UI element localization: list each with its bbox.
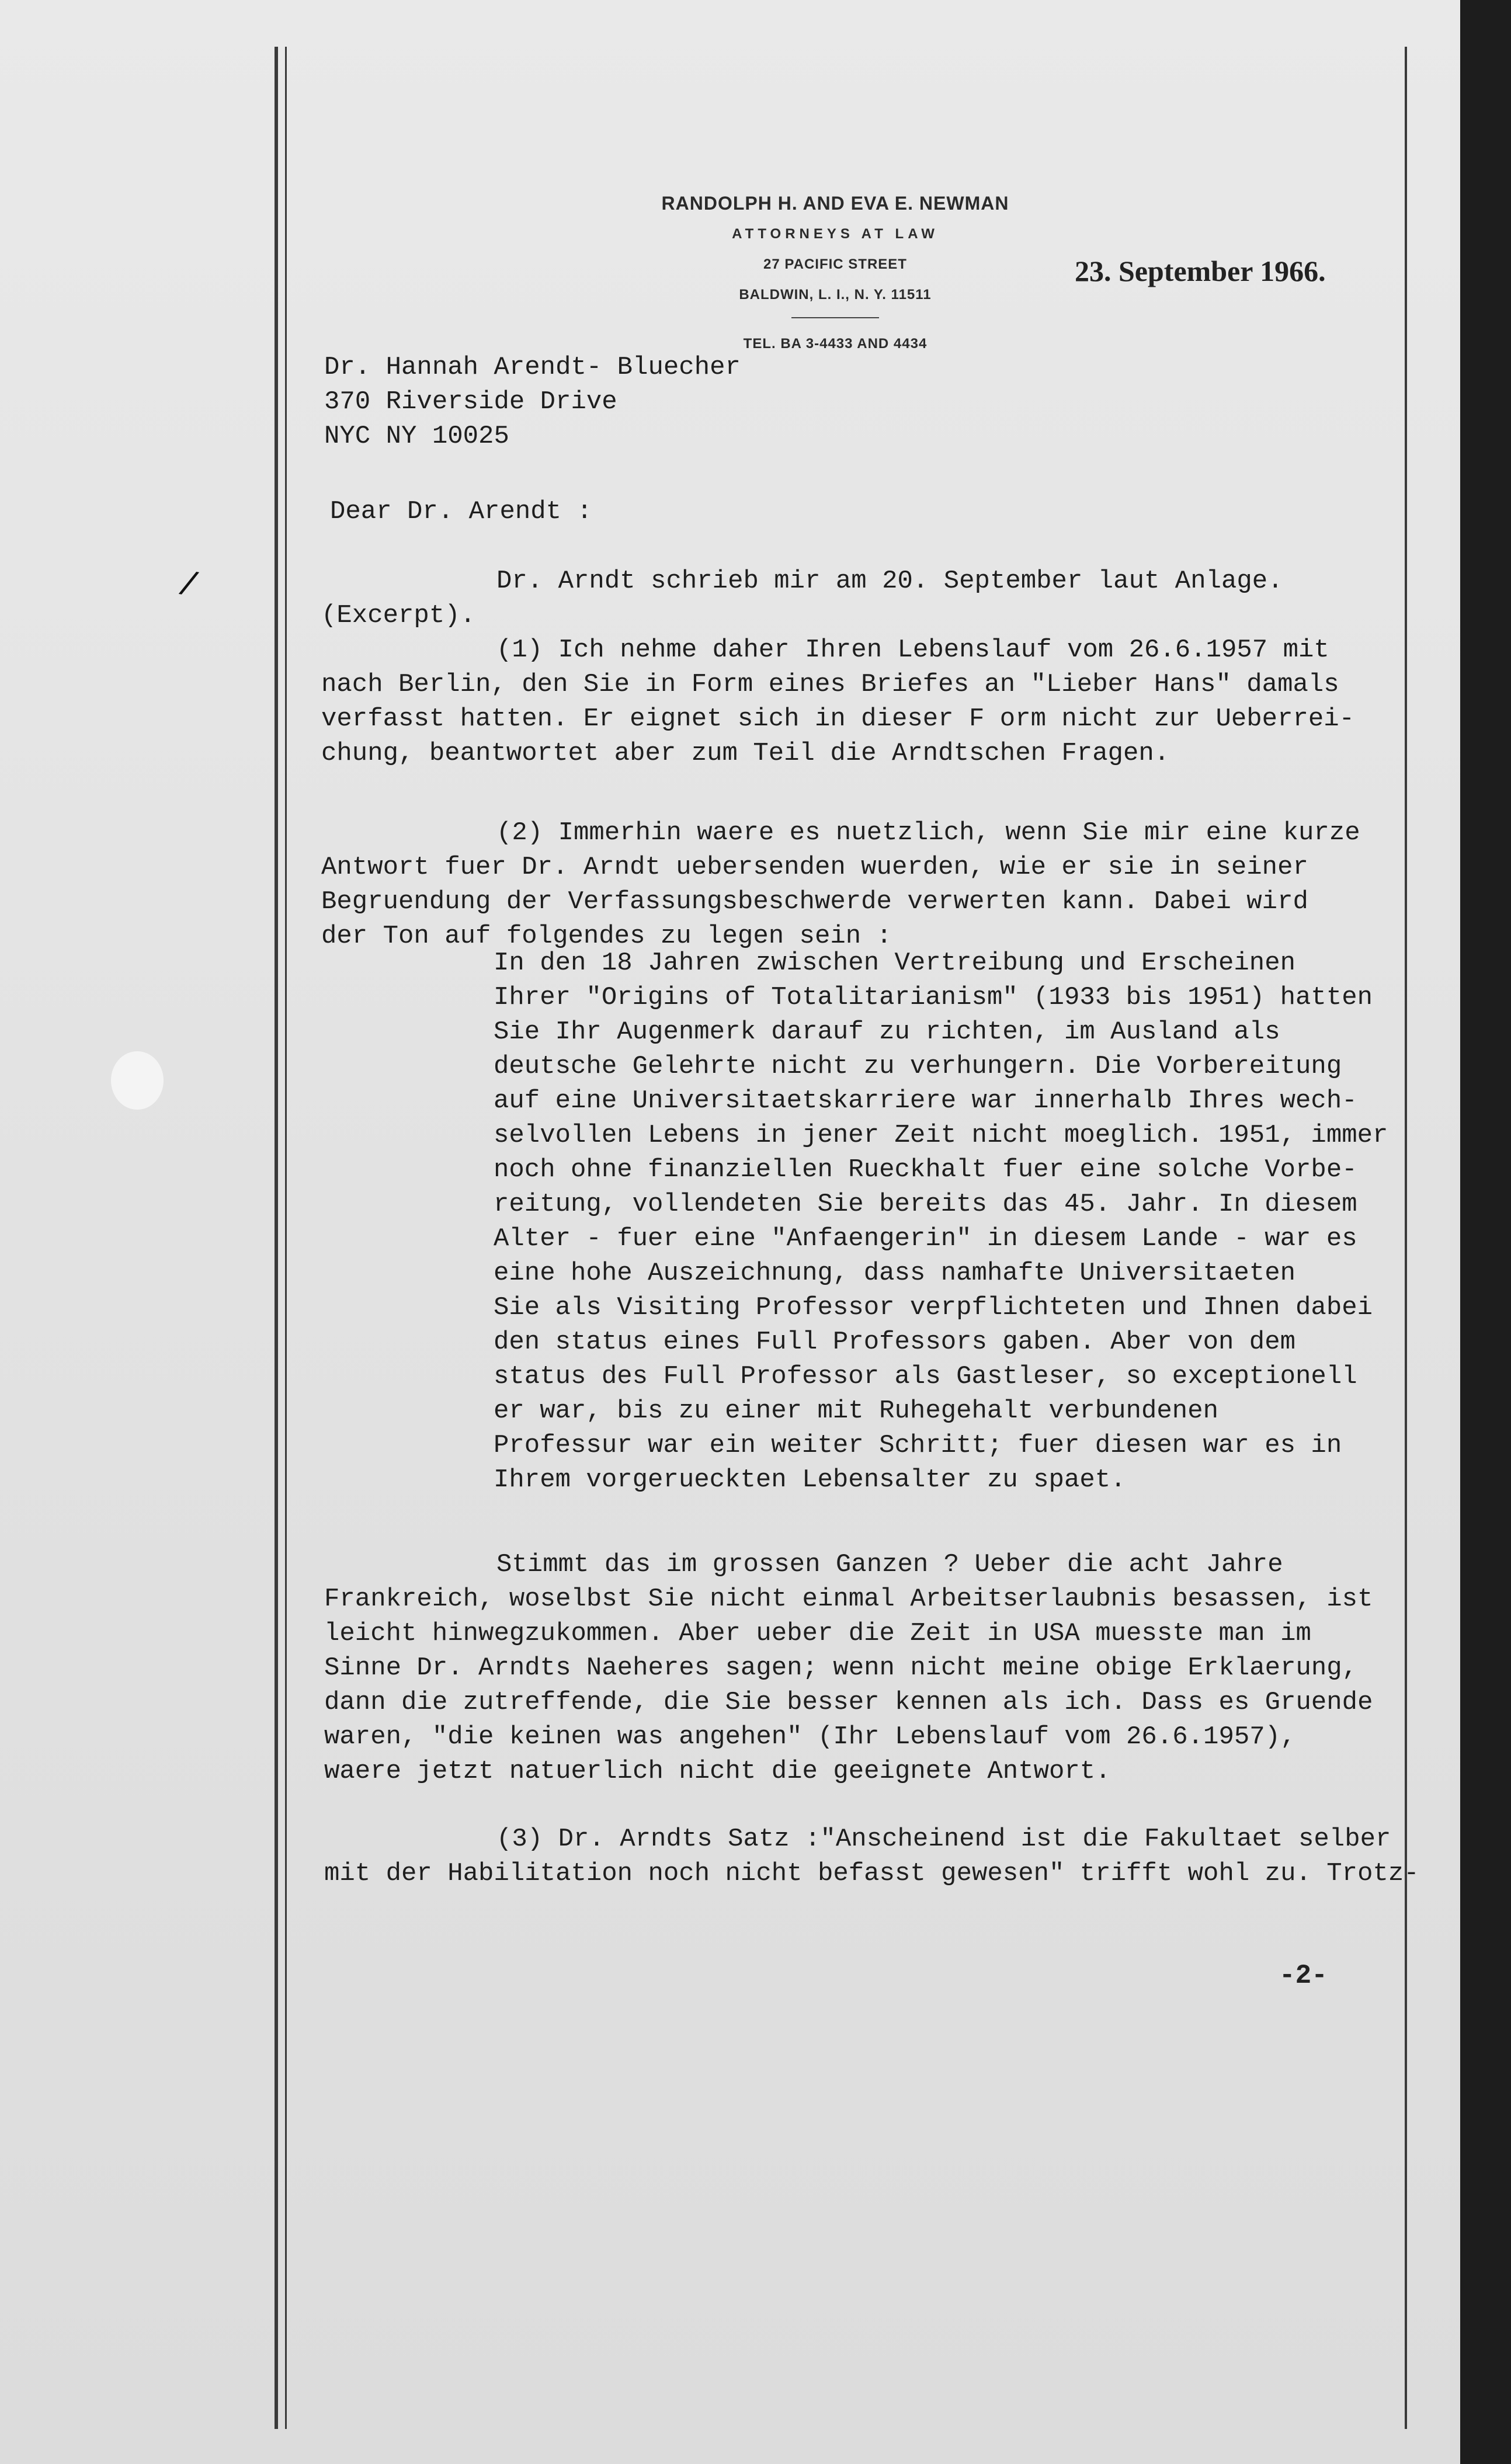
recipient-line: 370 Riverside Drive — [324, 387, 617, 416]
text-line: Sinne Dr. Arndts Naeheres sagen; wenn nicht meine obige Erklaerung, — [324, 1653, 1358, 1683]
letterhead — [602, 193, 1069, 366]
text-line: In den 18 Jahren zwischen Vertreibung und Erscheinen — [494, 948, 1296, 978]
margin-mark: / — [175, 566, 202, 607]
text-line: den status eines Full Professors gaben. Aber von dem — [494, 1327, 1296, 1357]
body-indented-block — [494, 946, 1388, 1497]
text-line: noch ohne finanziellen Rueckhalt fuer eine solche Vorbe- — [494, 1155, 1357, 1184]
text-line: Sie als Visiting Professor verpflichteten und Ihnen dabei — [494, 1293, 1373, 1322]
text-line: deutsche Gelehrte nicht zu verhungern. Die Vorbereitung — [494, 1052, 1342, 1081]
text-line: verfasst hatten. Er eignet sich in dieser F orm nicht zur Ueberrei- — [321, 704, 1355, 734]
letterhead-city: BALDWIN, L. I., N. Y. 11511 — [739, 287, 932, 303]
text-line: (1) Ich nehme daher Ihren Lebenslauf vom 26.6.1957 mit — [496, 635, 1329, 665]
letterhead-tel: TEL. BA 3-4433 AND 4434 — [743, 336, 928, 352]
text-line: auf eine Universitaetskarriere war innerhalb Ihres wech- — [494, 1086, 1357, 1115]
body-followup — [324, 1548, 1373, 1789]
text-line: selvollen Lebens in jener Zeit nicht moeglich. 1951, immer — [494, 1121, 1388, 1150]
text-line: dann die zutreffende, die Sie besser kennen als ich. Dass es Gruende — [324, 1688, 1373, 1717]
punch-hole — [111, 1051, 164, 1110]
text-line: (3) Dr. Arndts Satz :"Anscheinend ist die Fakultaet selber — [496, 1824, 1391, 1854]
margin-rule-right — [1405, 47, 1407, 2429]
text-line: Alter - fuer eine "Anfaengerin" in diesem Lande - war es — [494, 1224, 1357, 1253]
text-line: nach Berlin, den Sie in Form eines Briefes an "Lieber Hans" damals — [321, 670, 1339, 699]
text-line: leicht hinwegzukommen. Aber ueber die Zeit in USA muesste man im — [324, 1619, 1311, 1648]
text-line: er war, bis zu einer mit Ruhegehalt verbundenen — [494, 1396, 1219, 1426]
scan-edge — [1460, 0, 1511, 2464]
recipient-line: NYC NY 10025 — [324, 422, 509, 451]
text-line: Ihrer "Origins of Totalitarianism" (1933 bis 1951) hatten — [494, 983, 1373, 1012]
text-line: Begruendung der Verfassungsbeschwerde verwerten kann. Dabei wird — [321, 887, 1308, 916]
text-line: chung, beantwortet aber zum Teil die Arndtschen Fragen. — [321, 739, 1170, 768]
text-line: Professur war ein weiter Schritt; fuer diesen war es in — [494, 1431, 1342, 1460]
salutation: Dear Dr. Arendt : — [330, 497, 592, 526]
text-line: der Ton auf folgendes zu legen sein : — [321, 922, 892, 951]
text-line: Ihrem vorgerueckten Lebensalter zu spaet. — [494, 1465, 1126, 1495]
text-line: Sie Ihr Augenmerk darauf zu richten, im Ausland als — [494, 1017, 1280, 1047]
text-line: reitung, vollendeten Sie bereits das 45. Jahr. In diesem — [494, 1190, 1357, 1219]
text-line: Antwort fuer Dr. Arndt uebersenden wuerden, wie er sie in seiner — [321, 853, 1308, 882]
letterhead-divider — [791, 317, 879, 318]
letterhead-name: RANDOLPH H. AND EVA E. NEWMAN — [661, 193, 1009, 214]
text-line: eine hohe Auszeichnung, dass namhafte Universitaeten — [494, 1259, 1296, 1288]
margin-rule-left-inner — [285, 47, 287, 2429]
text-line: waere jetzt natuerlich nicht die geeignete Antwort. — [324, 1757, 1111, 1786]
text-line: (Excerpt). — [321, 601, 476, 630]
margin-rule-left — [275, 47, 278, 2429]
recipient-line: Dr. Hannah Arendt- Bluecher — [324, 353, 741, 382]
letter-date: 23. September 1966. — [1075, 255, 1326, 287]
text-line: Dr. Arndt schrieb mir am 20. September laut Anlage. — [496, 567, 1283, 596]
text-line: mit der Habilitation noch nicht befasst gewesen" trifft wohl zu. Trotz- — [324, 1859, 1419, 1888]
text-line: (2) Immerhin waere es nuetzlich, wenn Sie mir eine kurze — [496, 818, 1360, 847]
body-intro — [321, 564, 1360, 954]
page-number: -2- — [1279, 1961, 1328, 1991]
letterhead-profession: ATTORNEYS AT LAW — [732, 226, 939, 242]
letterhead-street: 27 PACIFIC STREET — [763, 256, 907, 272]
text-line: Frankreich, woselbst Sie nicht einmal Arbeitserlaubnis besassen, ist — [324, 1584, 1373, 1614]
text-line: status des Full Professor als Gastleser, so exceptionell — [494, 1362, 1357, 1391]
text-line — [321, 771, 1360, 805]
text-line: Stimmt das im grossen Ganzen ? Ueber die acht Jahre — [496, 1550, 1283, 1579]
text-line: waren, "die keinen was angehen" (Ihr Lebenslauf vom 26.6.1957), — [324, 1722, 1296, 1751]
recipient-address — [324, 350, 741, 454]
body-point-3 — [324, 1822, 1419, 1891]
